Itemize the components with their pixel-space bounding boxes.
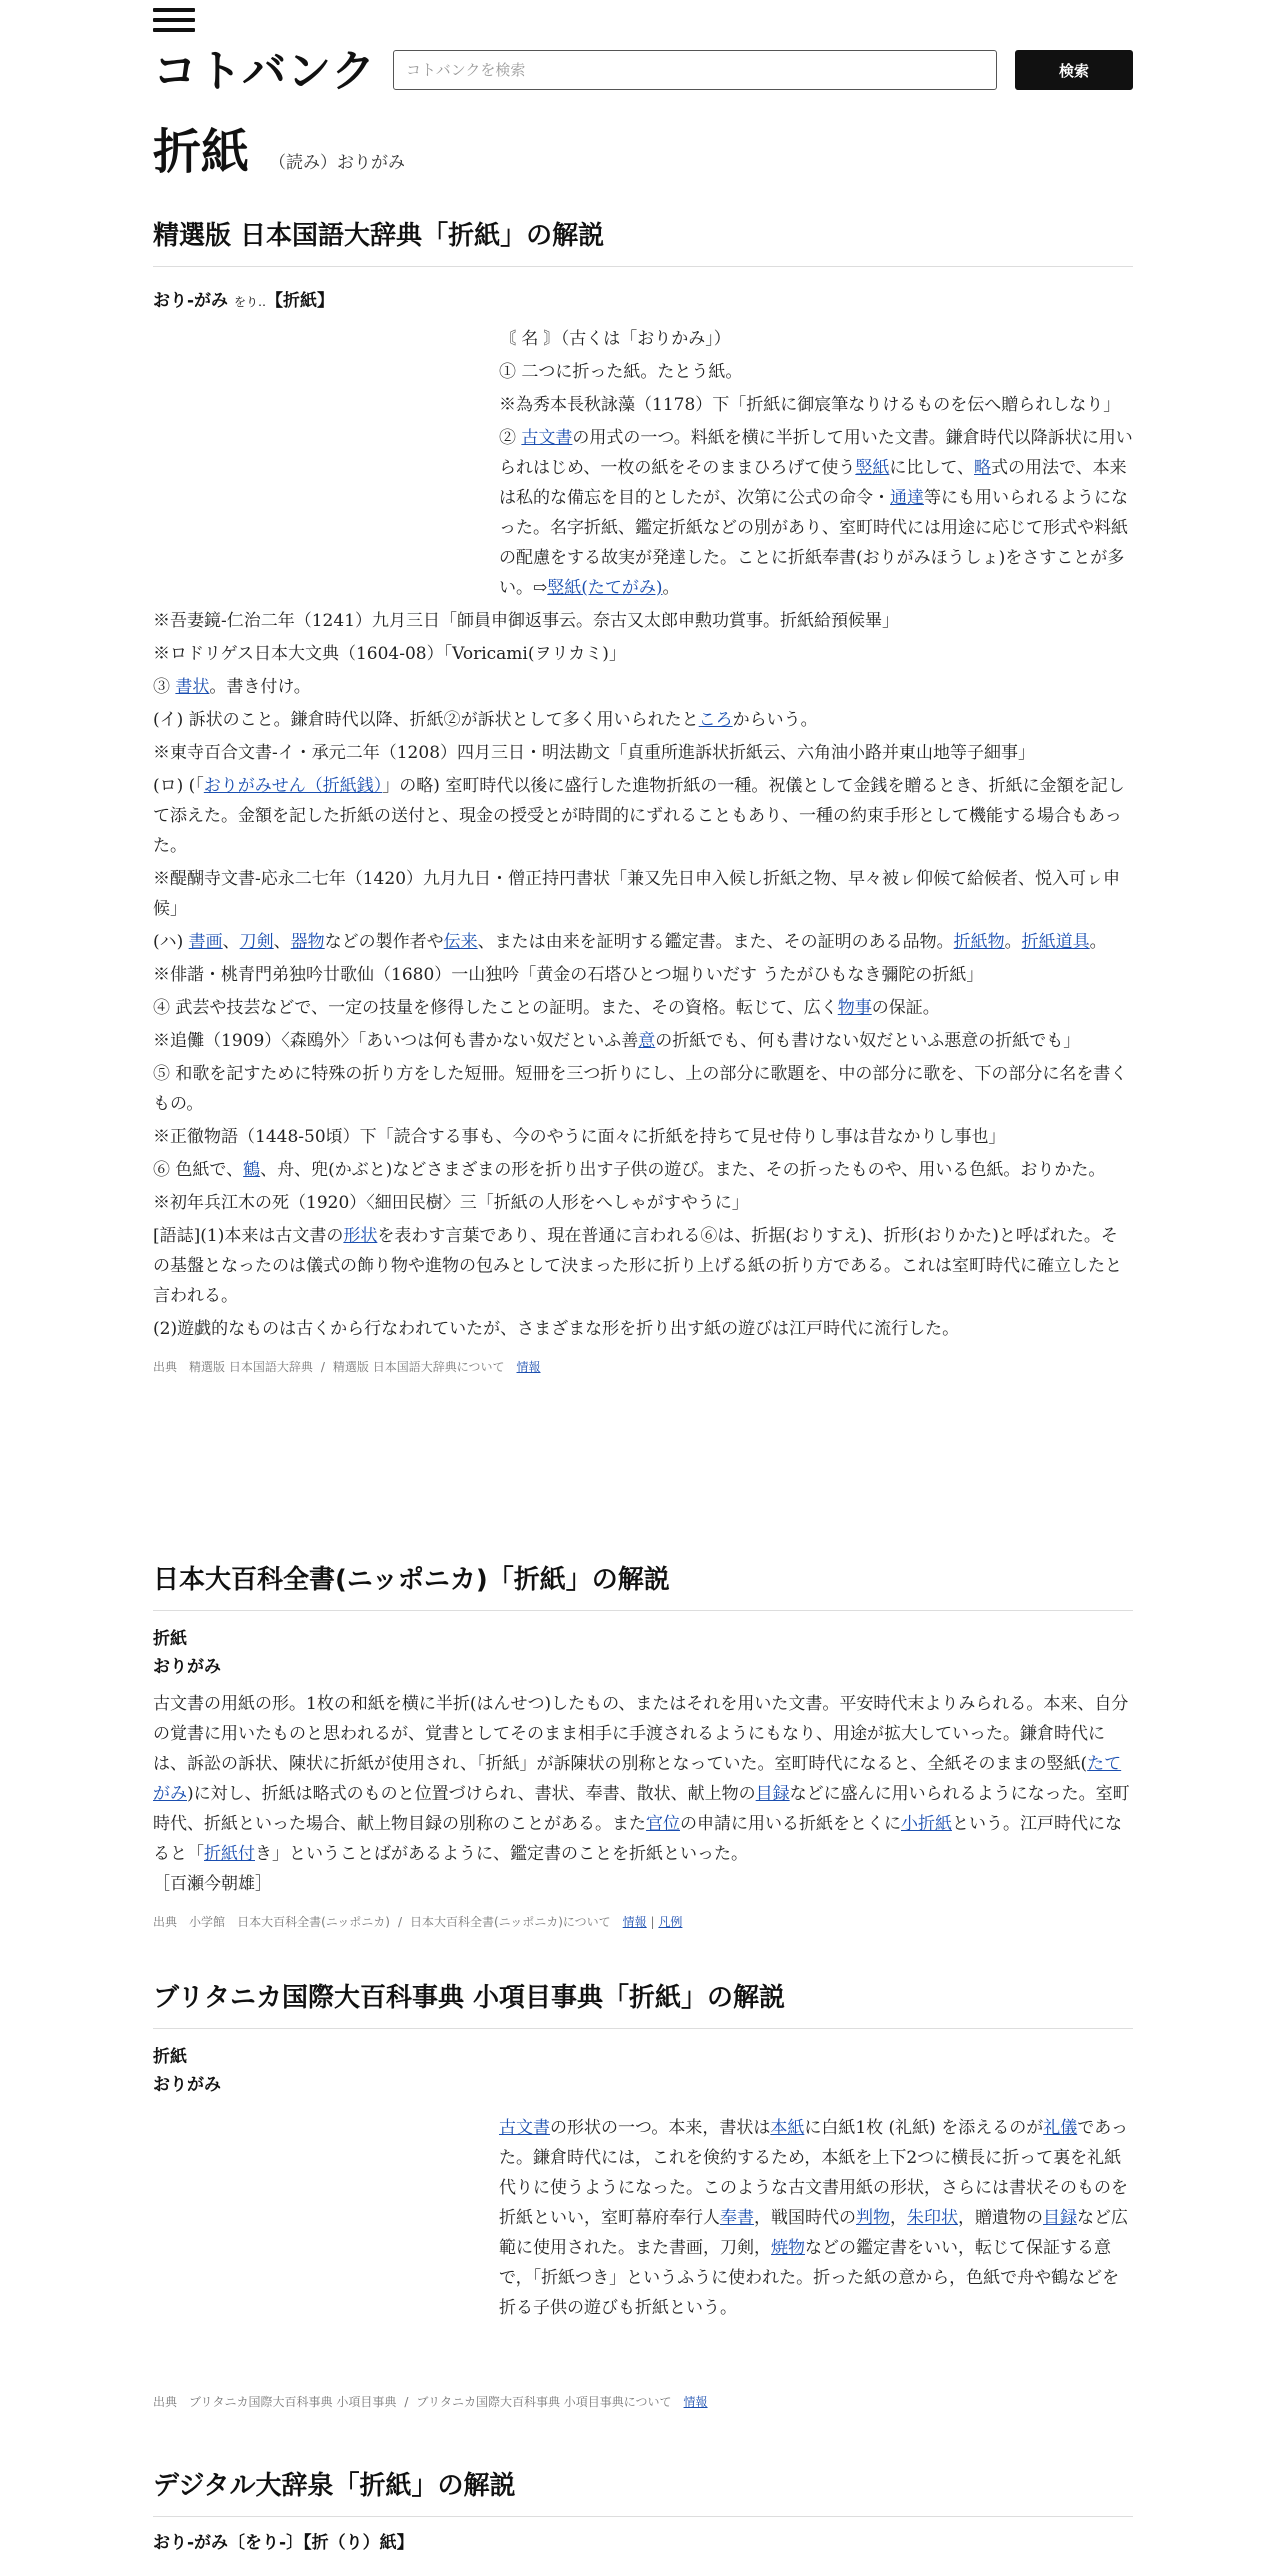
legend-link[interactable]: 凡例 xyxy=(658,1915,683,1929)
article-body: 古文書の形状の一つ。本来，書状は本紙に白紙1枚 (礼紙) を添えるのが礼儀であった。鎌倉時代には，これを倹約するため，本紙を上下2つに横長に折って裏を礼紙代りに使うようになった。このような古文書用紙の形状，さらには書状そのものを折紙といい，室町幕府奉行人奉書，戦国時代の判物，朱印状，贈遺物の目録など広範に使用された。また書画，刀剣，焼物などの鑑定書をいい，転じて保証する意で，「折紙つき」というふうに使われた。折った紙の意から，色紙で舟や鶴などを折る子供の遊びも折紙という。 xyxy=(499,2118,1129,2318)
entry-heading: 折紙 xyxy=(153,1629,187,1649)
section-title: デジタル大辞泉「折紙」の解説 xyxy=(153,2468,1133,2517)
link-yakimono[interactable]: 焼物 xyxy=(771,2238,805,2258)
entry-reading: おりがみ xyxy=(153,2075,221,2095)
link-origamimono[interactable]: 折紙物 xyxy=(953,932,1005,952)
link-tategami[interactable]: たてがみ xyxy=(153,1754,1122,1804)
link-origamidogu[interactable]: 折紙道具 xyxy=(1021,932,1090,952)
link-kibutsu[interactable]: 器物 xyxy=(290,932,325,952)
link-mokuroku[interactable]: 目録 xyxy=(1043,2208,1077,2228)
info-link[interactable]: 情報 xyxy=(516,1360,541,1374)
link-tsutatsu[interactable]: 通達 xyxy=(890,488,924,508)
article-body: 古文書の用紙の形。1枚の和紙を横に半折(はんせつ)したもの、またはそれを用いた文書。平安時代末よりみられる。本来、自分の覚書に用いたものと思われるが、覚書としてそのまま相手に手渡されるようにもなり、用途が拡大していった。鎌倉時代には、訴訟の訴状、陳状に折紙が使用され、「折紙」が訴陳状の別称となっていた。室町時代になると、全紙そのままの竪紙(たてがみ)に対し、折紙は略式のものと位置づけられ、書状、奉書、散状、献上物の目録などに盛んに用いられるようになった。室町時代、折紙といった場合、献上物目録の別称のことがある。また官位の申請に用いる折紙をとくに小折紙という。江戸時代になると「折紙付き」ということばがあるように、鑑定書のことを折紙といった。 ［百瀬今朝雄］ xyxy=(153,1694,1130,1894)
link-hosho[interactable]: 奉書 xyxy=(720,2208,754,2228)
link-tsuru[interactable]: 鶴 xyxy=(243,1160,261,1180)
link-komonjo[interactable]: 古文書 xyxy=(499,2118,550,2138)
info-link[interactable]: 情報 xyxy=(622,1915,647,1929)
search-input[interactable] xyxy=(393,50,997,90)
link-tategami[interactable]: 竪紙 xyxy=(855,458,890,478)
section-nikkoku: 精選版 日本国語大辞典「折紙」の解説 おり-がみ をり‥【折紙】 〘 名 〙（古くは「おりかみ」） ① 二つに折った紙。たとう紙。 ※為秀本長秋詠藻（1178）下「折紙に御宸筆なりけるものを伝へ贈られしなり」 ② 古文書の用式の一つ。料紙を横に半折して用いた文書。鎌倉時代以降訴状に用いられはじめ、一枚の紙をそのままひろげて使う竪紙に比して、略式の用法で、本来は私的な備忘を目的としたが、次第に公式の命令・通達等にも用いられるようになった。名字折紙、鑑定折紙などの別があり、室町時代には用途に応じて形式や料紙の配慮をする故実が発達した。ことに折紙奉書(おりがみほうしょ)をさすことが多い。⇨竪紙(たてがみ)。 ※吾妻鏡‐仁治二年（1241）九月三日「師員申御返事云。奈古又太郎申勲功賞事。折紙給預候畢」 ※ロドリゲス日本大文典（1604‐08）「Voricami(ヲリカミ)」 ③ 書状。書き付け。 (イ) 訴状のこと。鎌倉時代以降、折紙②が訴状として多く用いられたところからいう。 ※東寺百合文書‐イ・承元二年（1208）四月三日・明法勘文「貞重所進訴状折紙云、六角油小路并東山地等子細事」 (ロ) (「おりがみせん（折紙銭）」の略) 室町時代以後に盛行した進物折紙の一種。祝儀として金銭を贈るとき、折紙に金額を記して添えた。金額を記した折紙の送付と、現金の授受とが時間的にずれることもあり、一種の約束手形として機能する場合もあった。 ※醍醐寺文書‐応永二七年（1420）九月九日・僧正持円書状「兼又先日申入候し折紙之物、早々被ㇾ仰候て給候者、悦入可ㇾ申候」 (ハ) 書画、刀剣、器物などの製作者や伝来、または由来を証明する鑑定書。また、その証明のある品物。折紙物。折紙道具。 ※俳諧・桃青門弟独吟廿歌仙（1680）一山独吟「黄金の石塔ひとつ堀りいだす うたがひもなき彌陀の折紙」 ④ 武芸や技芸などで、一定の技量を修得したことの証明。また、その資格。転じて、広く物事の保証。 ※追儺（1909）〈森鴎外〉「あいつは何も書かない奴だといふ善意の折紙でも、何も書けない奴だといふ悪意の折紙でも」 ⑤ 和歌を記すために特殊の折り方をした短冊。短冊を三つ折りにし、上の部分に歌題を、中の部分に歌を、下の部分に名を書くもの。 ※正徹物語（1448‐50頃）下「読合する事も、今のやうに面々に折紙を持ちて見せ侍りし事は昔なかりし事也」 ⑥ 色紙で、鶴、舟、兜(かぶと)などさまざまの形を折り出す子供の遊び。また、その折ったものや、用いる色紙。おりかた。 ※初年兵江木の死（1920）〈細田民樹〉三「折紙の人形をへしゃがすやうに」 [語誌](1)本来は古文書の形状を表わす言葉であり、現在普通に言われる⑥は、折据(おりすえ)、折形(おりかた)と呼ばれた。その基盤となったのは儀式の飾り物や進物の包みとして決まった形に折り上げる紙の折り方である。これは室町時代に確立したと言われる。 (2)遊戯的なものは古くから行なわれていたが、さまざまな形を折り出す紙の遊びは江戸時代に流行した。 出典 精選版 日本国語大辞典 / 精選版 日本国語大辞典について 情報 xyxy=(153,218,1133,1375)
link-koro[interactable]: ころ xyxy=(698,710,733,730)
entry-reading: おりがみ xyxy=(153,1657,221,1677)
entry-heading: 折紙 xyxy=(153,2047,187,2067)
info-link[interactable]: 情報 xyxy=(683,2395,708,2409)
section-title: 日本大百科全書(ニッポニカ)「折紙」の解説 xyxy=(153,1562,1133,1611)
link-keijo[interactable]: 形状 xyxy=(343,1226,378,1246)
section-title: ブリタニカ国際大百科事典 小項目事典「折紙」の解説 xyxy=(153,1980,1133,2029)
link-komonjo[interactable]: 古文書 xyxy=(521,428,573,448)
section-daijisen xyxy=(153,2468,1133,2557)
definition-block: 〘 名 〙（古くは「おりかみ」） ① 二つに折った紙。たとう紙。 ※為秀本長秋詠藻（1178）下「折紙に御宸筆なりけるものを伝へ贈られしなり」 ② 古文書の用式の一つ。料紙を横に半折して用いた文書。鎌倉時代以降訴状に用いられはじめ、一枚の紙をそのままひろげて使う竪紙に比して、略式の用法で、本来は私的な備忘を目的としたが、次第に公式の命令・通達等にも用いられるようになった。名字折紙、鑑定折紙などの別があり、室町時代には用途に応じて形式や料紙の配慮をする故実が発達した。ことに折紙奉書(おりがみほうしょ)をさすことが多い。⇨竪紙(たてがみ)。 xyxy=(499,329,1133,598)
link-reigi[interactable]: 礼儀 xyxy=(1043,2118,1078,2138)
headword xyxy=(153,122,405,182)
source-line: 出典 精選版 日本国語大辞典 / 精選版 日本国語大辞典について 情報 xyxy=(153,1360,541,1374)
link-denrai[interactable]: 伝来 xyxy=(443,932,478,952)
link-ryaku[interactable]: 略 xyxy=(974,458,991,478)
entry-heading: おり-がみ をり‥【折紙】 xyxy=(153,291,334,311)
link-shoga[interactable]: 書画 xyxy=(188,932,223,952)
link-monogoto[interactable]: 物事 xyxy=(837,998,872,1018)
link-i[interactable]: 意 xyxy=(638,1031,656,1051)
link-tategami-2[interactable]: 竪紙(たてがみ) xyxy=(547,578,663,598)
link-shuinjo[interactable]: 朱印状 xyxy=(907,2208,958,2228)
section-nipponica xyxy=(153,1562,1133,1930)
link-honshi[interactable]: 本紙 xyxy=(770,2118,805,2138)
section-britannica xyxy=(153,1980,1133,2410)
link-origamitsuki[interactable]: 折紙付 xyxy=(204,1844,255,1864)
source-line: 出典 小学館 日本大百科全書(ニッポニカ) / 日本大百科全書(ニッポニカ)について 情報 | 凡例 xyxy=(153,1915,683,1929)
page-title: 折紙 xyxy=(153,124,250,180)
link-shojo[interactable]: 書状 xyxy=(175,677,210,697)
menu-icon[interactable] xyxy=(153,8,195,32)
link-mokuroku[interactable]: 目録 xyxy=(755,1784,790,1804)
link-origamisen[interactable]: おりがみせん（折紙銭） xyxy=(203,776,383,796)
search-button[interactable]: 検索 xyxy=(1015,50,1133,90)
link-hanmotsu[interactable]: 判物 xyxy=(856,2208,890,2228)
site-logo[interactable]: コトバンク xyxy=(153,46,377,97)
link-koorigami[interactable]: 小折紙 xyxy=(901,1814,952,1834)
source-line: 出典 ブリタニカ国際大百科事典 小項目事典 / ブリタニカ国際大百科事典 小項目事典について 情報 xyxy=(153,2395,708,2409)
section-title: 精選版 日本国語大辞典「折紙」の解説 xyxy=(153,218,1133,267)
reading: （読み）おりがみ xyxy=(269,153,406,173)
entry-heading: おり-がみ〔をり-〕【折（り）紙】 xyxy=(153,2533,414,2553)
link-token[interactable]: 刀剣 xyxy=(239,932,274,952)
link-kan-i[interactable]: 官位 xyxy=(646,1814,680,1834)
